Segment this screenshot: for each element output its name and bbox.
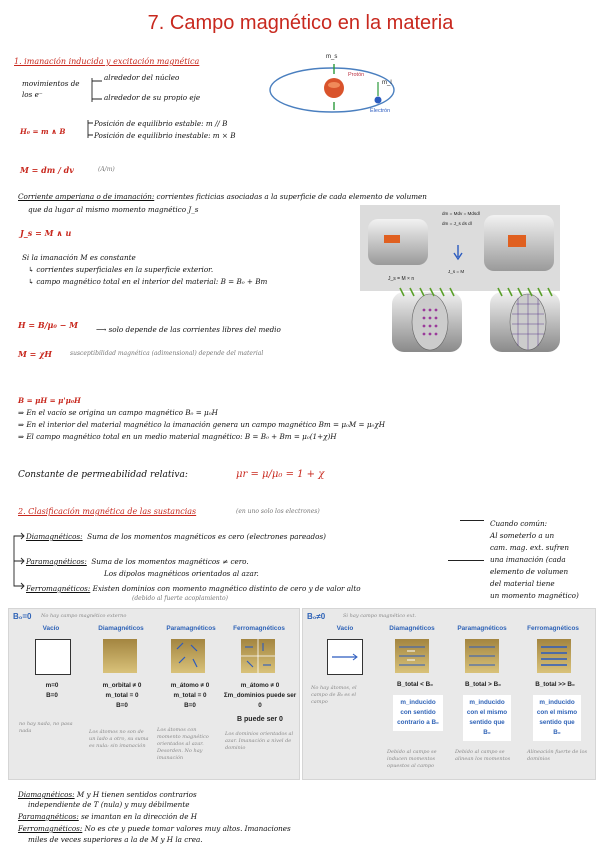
panel-right-b0-note: Si hay campo magnético ext. [343, 613, 417, 619]
h-formula: H = B/μ₀ − M [18, 320, 79, 330]
b-formula: B = μH = μ'μ₀H [18, 396, 81, 405]
r-para-bold: m_inducido con el mismo sentido que B₀ [463, 695, 511, 741]
electron-label: Electrón [370, 108, 391, 114]
section-2-heading: 2. Clasificación magnética de las sustancias [18, 507, 197, 516]
movimientos-label: movimientos de los e⁻ [22, 79, 80, 99]
vacio-values: m=0 B=0 [45, 682, 59, 699]
item-interior: ⇒ En el interior del material magnético la imanación genera un campo magnético Bm = μ₀M = μ₀χH [18, 420, 386, 429]
r-vacio-box [327, 639, 363, 675]
cyl-dm: dm = Mdv = Mdsdl [442, 211, 480, 216]
r-para-value: B_total > B₀ [465, 681, 501, 688]
si-text: Si la imanación M es constante [22, 253, 136, 262]
dia-values: m_orbital ≠ 0 m_total = 0 B=0 [102, 682, 142, 709]
eq-brace [82, 118, 94, 140]
si-item-1: ↳ corrientes superficiales en la superficie exterior. [28, 265, 214, 274]
cyl-ds: dm = J_s ds dl [442, 221, 472, 226]
vacio-note: no hay nada, no pasa nada [19, 721, 73, 734]
dia-box [103, 639, 137, 673]
r-dia-note: Debido al campo se inducen momentos opuestos al campo [387, 749, 437, 769]
cyl-js: J_s = M [448, 269, 465, 274]
ferro-box [241, 639, 275, 673]
m-unit: (A/m) [98, 166, 115, 173]
cylinder-diagram-bottom [372, 284, 572, 360]
ferro-note: Los dominios orientados al azar. Imanación a nivel de dominio [225, 731, 294, 751]
atom-diagram [266, 52, 398, 118]
panel-left-b0: B₀=0 [13, 612, 32, 621]
panel-b0-zero [8, 608, 300, 780]
pl-head-para: Paramagnéticos [166, 625, 216, 632]
js-formula: J_s = M ∧ u [20, 228, 72, 238]
panel-b0-nonzero [302, 608, 596, 780]
bottom-line-3: Ferromagnéticos: No es cte y puede tomar valores muy altos. Imanaciones [18, 824, 291, 833]
section-1-heading: 1. imanación inducida y excitación magnética [14, 57, 200, 66]
r-ferro-box [537, 639, 571, 673]
r-para-box [465, 639, 499, 673]
item-total: ⇒ El campo magnético total en un medio material magnético: B = B₀ + Bm = μ₀(1+χ)H [18, 432, 337, 441]
side-arrow [448, 560, 484, 561]
r-dia-box [395, 639, 429, 673]
bottom-line-1c: independiente de T (nula) y muy débilmente [28, 800, 190, 809]
corriente-line [18, 192, 427, 201]
corriente-text: corrientes ficticias asociadas a la superficie de cada elemento de volumen [156, 192, 427, 201]
corriente-label: Corriente amperiana o de imanación: [18, 192, 155, 201]
bottom-line-2: Paramagnéticos: se imantan en la dirección de H [18, 812, 198, 821]
si-item-2: ↳ campo magnético total en el interior del material: B = B₀ + Bm [28, 277, 268, 286]
item-vacio: ⇒ En el vacío se origina un campo magnético B₀ = μ₀H [18, 408, 218, 417]
m-l-label: m_l [382, 80, 392, 86]
bottom-line-1: Diamagnéticos: M y H tienen sentidos contrarios [18, 790, 197, 799]
panel-right-b0: B₀≠0 [307, 612, 326, 621]
pr-head-vacio: Vacío [336, 625, 354, 632]
const-label: Constante de permeabilidad relativa: [18, 470, 188, 480]
r-para-note: Debido al campo se alinean los momentos [455, 749, 511, 762]
r-ferro-note: Alineación fuerte de los dominios [527, 749, 588, 762]
pl-head-dia: Diamagnéticos [98, 625, 144, 632]
dia-note: Los átomos no son de un lado a otro, su suma es nula: sin imanación [89, 729, 149, 749]
r-ferro-value: B_total >> B₀ [535, 681, 575, 688]
r-dia-value: B_total < B₀ [397, 681, 433, 688]
para-values: m_átomo ≠ 0 m_total = 0 B=0 [170, 682, 210, 709]
m-formula: M = dm / dv [20, 165, 74, 175]
branch-nucleus: alrededor del núcleo [104, 73, 180, 82]
cyl-js2: J_s = M × n [388, 276, 415, 282]
side-note: Cuando común: Al someterlo a un cam. mag. ext. sufren una imanación (cada elemento de volumen del material tiene un momento magnético) [490, 519, 579, 600]
side-dash [460, 520, 484, 521]
branch-eje: alrededor de su propio eje [104, 93, 201, 102]
h0-formula: H₀ = m ∧ B [20, 127, 66, 136]
eq-unstable: Posición de equilibrio inestable: m ⨯ B [94, 131, 236, 140]
pl-head-vacio: Vacío [42, 625, 60, 632]
para-note: Los átomos con momento magnético orientados al azar. Desorden. No hay imanación [157, 727, 209, 761]
pr-head-dia: Diamagnéticos [389, 625, 435, 632]
pr-head-para: Paramagnéticos [457, 625, 507, 632]
page-title: 7. Campo magnético en la materia [147, 12, 454, 34]
dia-line: Diamagnéticos: Suma de los momentos magnéticos es cero (electrones pareados) [26, 532, 326, 541]
section-2-note: (en uno solo los electrones) [236, 508, 320, 515]
pr-head-ferro: Ferromagnéticos [527, 625, 579, 632]
proton-label: Protón [348, 72, 365, 78]
panel-left-b0-note: No hay campo magnético externo [41, 613, 127, 619]
vacio-box [35, 639, 71, 675]
chi-note: susceptibilidad magnética (adimensional) depende del material [70, 350, 264, 357]
bottom-line-3c: miles de veces superiores a la de M y H la crea. [28, 835, 203, 844]
h-note: ⟶ solo depende de las corrientes libres del medio [96, 325, 281, 334]
corriente-text2: que da lugar al mismo momento magnético J_s [28, 205, 199, 214]
ferro-line: Ferromagnéticos: Existen dominios con momento magnético distinto de cero y de valor alto [26, 584, 361, 593]
para-text2: Los dipolos magnéticos orientados al azar. [104, 569, 259, 578]
ferro-sub: (debido al fuerte acoplamiento) [132, 595, 228, 602]
pl-head-ferro: Ferromagnéticos [233, 625, 285, 632]
chi-formula: M = χH [18, 349, 52, 359]
para-box [171, 639, 205, 673]
para-line: Paramagnéticos: Suma de los momentos magnéticos ≠ cero. [26, 557, 249, 566]
r-ferro-bold: m_inducido con el mismo sentido que B₀ [533, 695, 581, 741]
mu-r-formula: μr = μ/μ₀ = 1 + χ [236, 469, 325, 480]
branch-brace [80, 75, 104, 105]
ferro-values: m_átomo ≠ 0 Σm_dominios puede ser 0 B puede ser 0 [223, 682, 297, 723]
eq-stable: Posición de equilibrio estable: m // B [94, 119, 228, 128]
r-vacio-note: No hay átomos, el campo de B₀ es el campo [311, 685, 357, 705]
r-dia-bold: m_inducido con sentido contrario a B₀ [393, 695, 443, 731]
m-s-label: m_s [326, 54, 338, 60]
